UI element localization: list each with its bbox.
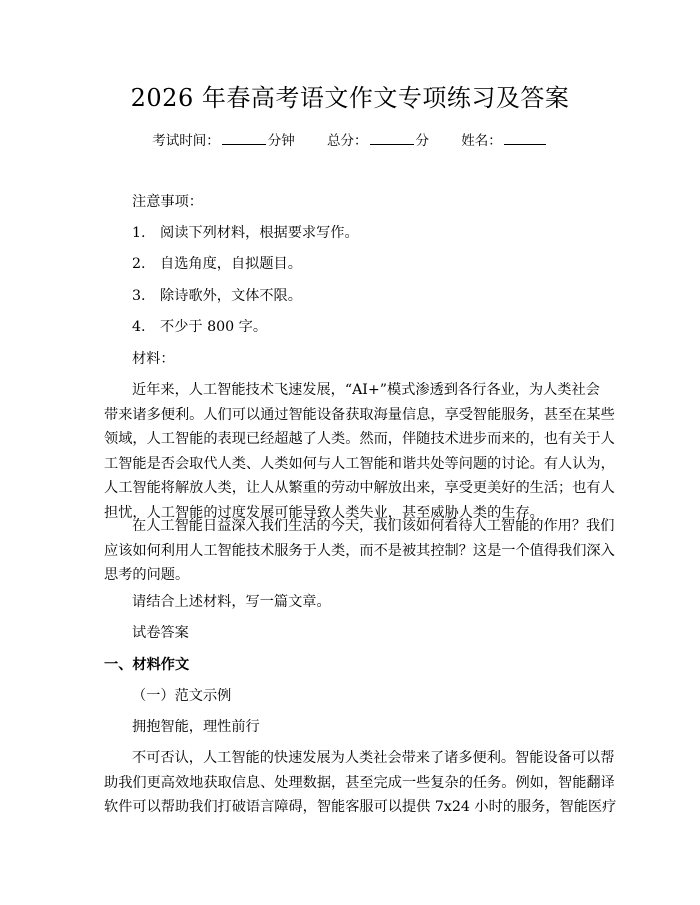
total-score-unit: 分 [415, 133, 429, 149]
material-paragraph-2 [104, 514, 615, 588]
paragraph-line: 助我们更高效地获取信息、处理数据，甚至完成一些复杂的任务。例如，智能翻译 [104, 774, 615, 791]
paragraph-line: 担忧，人工智能的过度发展可能导致人类失业，甚至威胁人类的生存。 [104, 504, 544, 521]
student-name-blank [504, 131, 546, 145]
section-title-block [104, 653, 598, 678]
exam-time-blank [222, 131, 266, 145]
notice-section [104, 190, 598, 215]
notice-item-number: 2. [132, 256, 146, 272]
answer-heading: 试卷答案 [132, 625, 189, 641]
notice-item-number: 3. [132, 288, 146, 304]
exam-time-field [152, 131, 295, 151]
document-title: 2026 年春高考语文作文专项练习及答案 [130, 84, 570, 112]
section-title: 一、材料作文 [104, 657, 190, 673]
notice-item-text: 不少于 800 字。 [160, 319, 268, 335]
exam-info-line [0, 131, 700, 151]
writing-instruction: 请结合上述材料，写一篇文章。 [132, 594, 331, 610]
paragraph-line: 带来诸多便利。人们可以通过智能设备获取海量信息，享受智能服务，甚至在某些 [104, 406, 615, 423]
notice-item-number: 4. [132, 319, 146, 335]
student-name-field [461, 131, 548, 151]
paragraph-line: 人工智能将解放人类，让人从繁重的劳动中解放出来，享受更美好的生活；也有人 [104, 480, 615, 497]
notice-item-2 [104, 252, 598, 277]
answer-heading-block [104, 621, 598, 646]
notice-heading: 注意事项： [132, 194, 203, 210]
total-score-blank [370, 131, 414, 145]
essay-title-block [104, 715, 598, 740]
total-score-field [327, 131, 429, 151]
paragraph-line: 思考的问题。 [104, 567, 190, 584]
paragraph-line: 近年来，人工智能技术飞速发展，“AI+”模式渗透到各行各业，为人类社会 [132, 382, 600, 398]
paragraph-line: 软件可以帮助我们打破语言障碍，智能客服可以提供 7x24 小时的服务，智能医疗 [104, 799, 617, 816]
instruction-block [104, 590, 598, 615]
notice-item-4 [104, 315, 598, 340]
notice-item-text: 阅读下列材料，根据要求写作。 [160, 225, 359, 241]
notice-item-3 [104, 284, 598, 309]
student-name-label: 姓名： [461, 133, 502, 149]
total-score-label: 总分： [327, 133, 368, 149]
essay-title: 拥抱智能，理性前行 [132, 719, 260, 735]
essay-paragraph [104, 746, 617, 820]
exam-time-unit: 分钟 [267, 133, 295, 149]
subsection-block [104, 684, 598, 709]
paragraph-line: 应该如何利用人工智能技术服务于人类，而不是被其控制？这是一个值得我们深入 [104, 542, 615, 559]
exam-time-label: 考试时间： [152, 133, 220, 149]
material-heading: 材料： [132, 351, 175, 367]
paragraph-line: 领域，人工智能的表现已经超越了人类。然而，伴随技术进步而来的，也有关于人 [104, 431, 615, 448]
notice-item-number: 1. [132, 225, 146, 241]
paragraph-line: 工智能是否会取代人类、人类如何与人工智能和谐共处等问题的讨论。有人认为， [104, 455, 615, 472]
paragraph-line: 不可否认，人工智能的快速发展为人类社会带来了诸多便利。智能设备可以帮 [132, 750, 615, 766]
subsection-title: （一）范文示例 [132, 688, 232, 704]
notice-item-text: 自选角度，自拟题目。 [160, 256, 302, 272]
notice-item-1 [104, 221, 598, 246]
paragraph-line: 在人工智能日益深入我们生活的今天，我们该如何看待人工智能的作用？我们 [132, 518, 615, 534]
material-heading-block [104, 347, 598, 372]
notice-item-text: 除诗歌外，文体不限。 [160, 288, 302, 304]
